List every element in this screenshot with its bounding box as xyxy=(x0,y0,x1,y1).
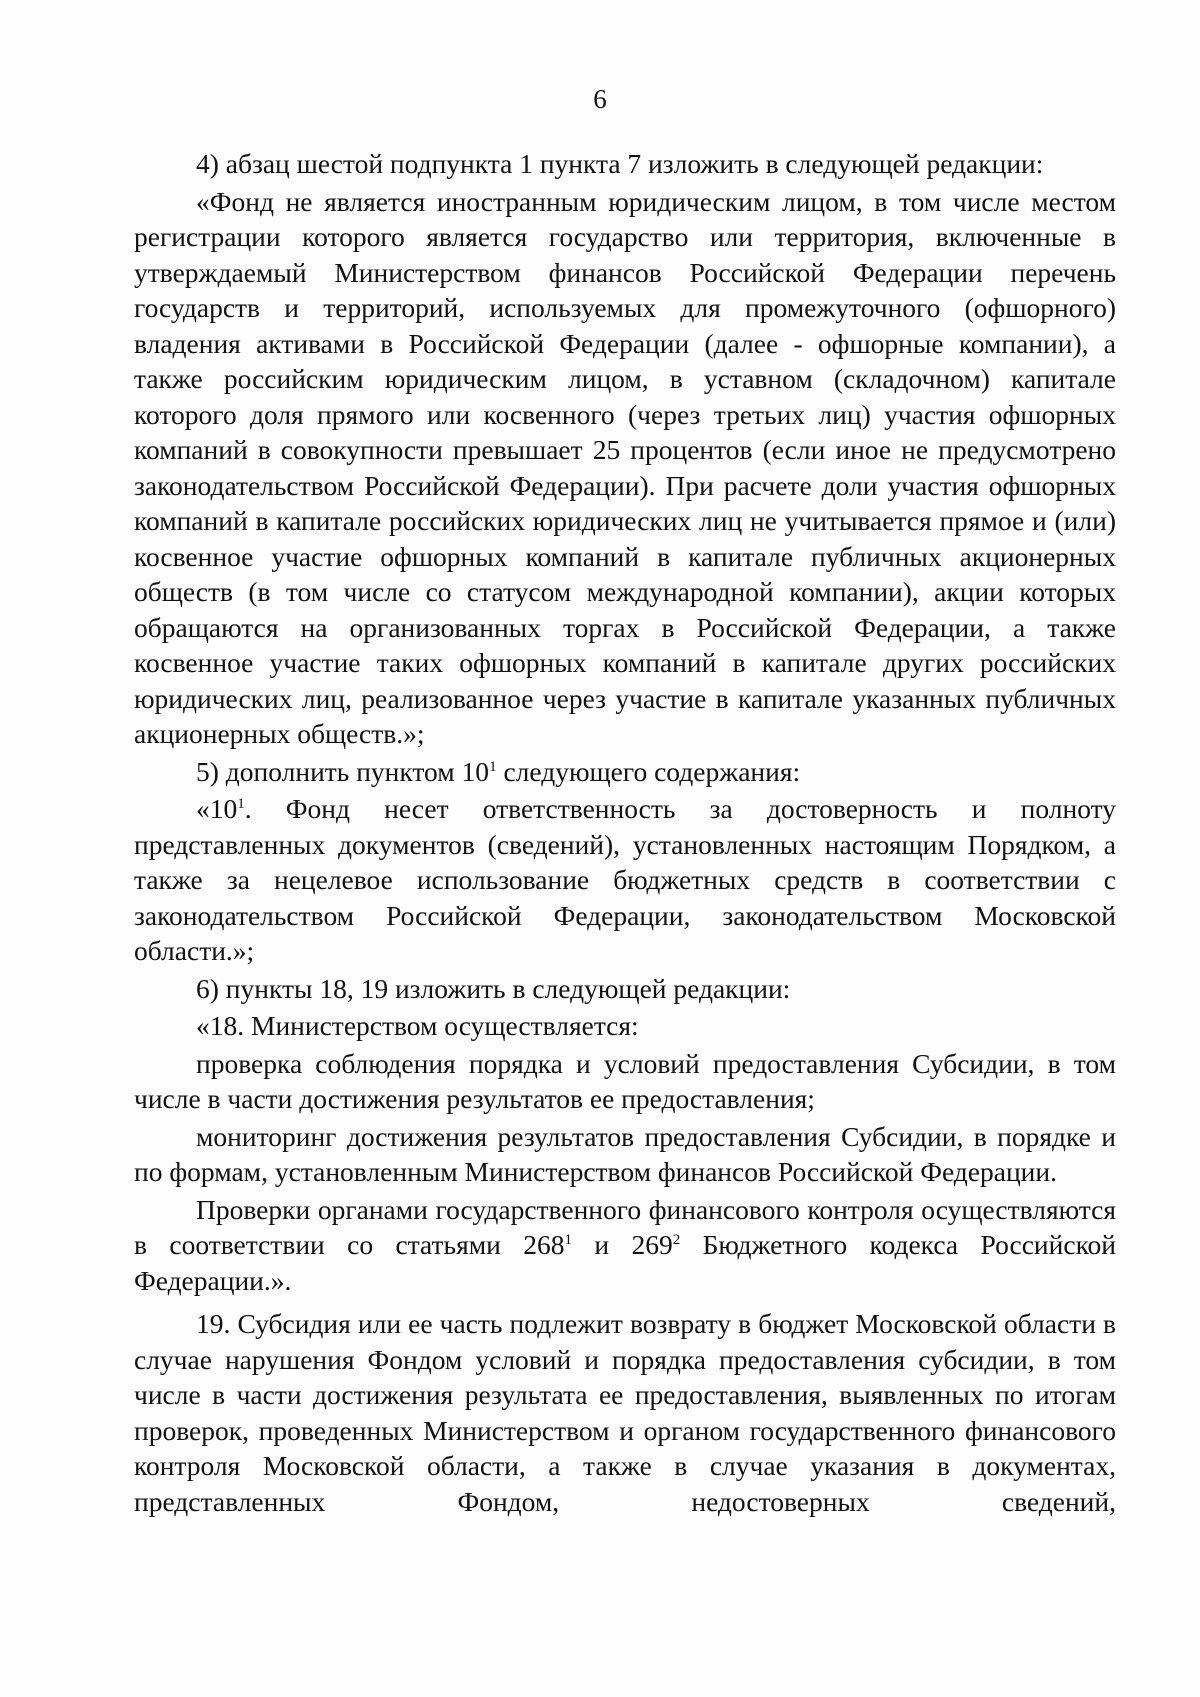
paragraph-inspections-end: Бюджетного кодекса Российской Федерации.». xyxy=(134,1229,1117,1296)
paragraph-fund-offshore: «Фонд не является иностранным юридическим лицом, в том числе местом регистрации которого является государство или территория, включенные в утверждаемый Министерством финансов Российской Федерации перечень государств и территорий, используемых для промежуточного (офшорного) владения активами в Российской Федерации (далее - офшорные компании), а также российским юридическим лицом, в уставном (складочном) капитале которого доля прямого или косвенного (через третьих лиц) участия офшорных компаний в совокупности превышает 25 процентов (если иное не предусмотрено законодательством Российской Федерации). При расчете доли участия офшорных компаний в капитале российских юридических лиц не учитывается прямое и (или) косвенное участие офшорных компаний в капитале публичных акционерных обществ (в том числе со статусом международной компании), акции которых обращаются на организованных торгах в Российской Федерации, а также косвенное участие таких офшорных компаний в капитале других российских юридических лиц, реализованное через участие в капитале указанных публичных акционерных обществ.»; xyxy=(134,185,1116,749)
paragraph-item-6: 6) пункты 18, 19 изложить в следующей редакции: xyxy=(196,972,791,1004)
superscript: 1 xyxy=(237,795,245,812)
paragraph-inspections xyxy=(134,1192,1116,1299)
superscript: 1 xyxy=(564,1231,572,1248)
document-body xyxy=(134,146,1116,1521)
superscript: 1 xyxy=(489,758,497,775)
paragraph-check-compliance: проверка соблюдения порядка и условий предоставления Субсидии, в том числе в части достижения результатов ее предоставления; xyxy=(134,1047,1116,1114)
paragraph-point-10-1 xyxy=(134,791,1116,969)
paragraph-monitoring: мониторинг достижения результатов предоставления Субсидии, в порядке и по формам, установленным Министерством финансов Российской Федерации. xyxy=(134,1120,1116,1187)
paragraph-point-18: «18. Министерством осуществляется: xyxy=(196,1010,639,1041)
paragraph-item-5-text-end: следующего содержания: xyxy=(496,755,801,787)
page-number: 6 xyxy=(593,84,607,114)
paragraph-point-10-1-text: . Фонд несет ответственность за достоверность и полноту представленных документов (сведений), установленных настоящим Порядком, а также за нецелевое использование бюджетных средств в соответствии с законодательством Российской Федерации, законодательством Московской области.»; xyxy=(134,793,1116,966)
paragraph-inspections-text: Проверки органами государственного финансового контроля осуществляются в соответствии со статьями 268 xyxy=(134,1193,1116,1260)
paragraph-item-5 xyxy=(134,754,1116,790)
paragraph-item-4: 4) абзац шестой подпункта 1 пункта 7 изложить в следующей редакции: xyxy=(196,148,1044,179)
paragraph-point-19: 19. Субсидия или ее часть подлежит возврату в бюджет Московской области в случае нарушения Фондом условий и порядка предоставления субсидии, в том числе в части достижения результата ее предоставления, выявленных по итогам проверок, проведенных Министерством и органом государственного финансового контроля Московской области, а также в случае указания в документах, представленных Фондом, недостоверных сведений, xyxy=(134,1308,1116,1517)
paragraph-item-5-text: 5) дополнить пунктом 10 xyxy=(196,755,490,787)
superscript: 2 xyxy=(672,1231,681,1248)
paragraph-inspections-mid: и 269 xyxy=(571,1229,673,1260)
paragraph-point-10-1-start: «10 xyxy=(196,793,238,824)
